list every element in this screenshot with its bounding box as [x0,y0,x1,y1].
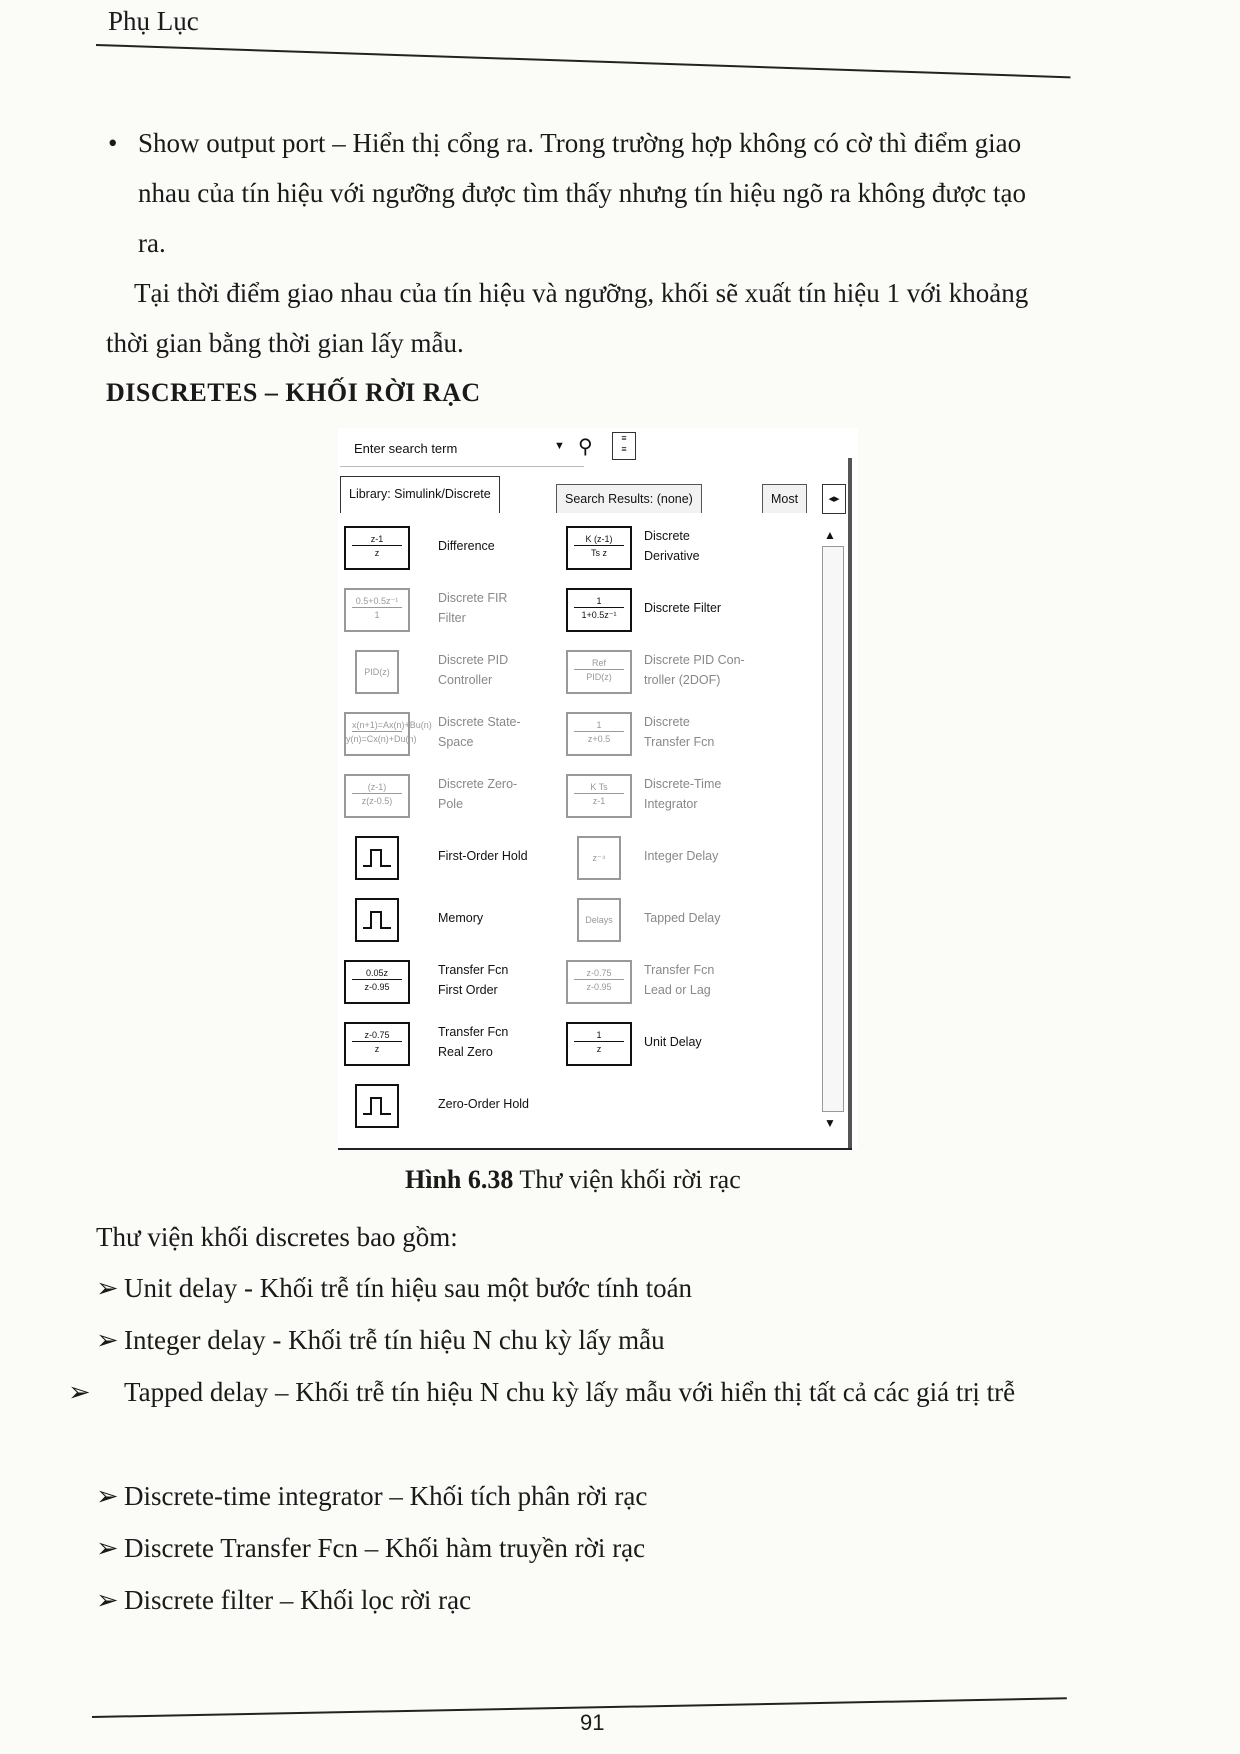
scroll-down-icon[interactable]: ▼ [824,1116,836,1130]
block-label [644,650,745,690]
icon-denominator: 1 [374,610,380,620]
arrow-bullet-icon: ➢ [96,1481,119,1511]
bullet-dot: • [108,128,118,158]
block-label [438,908,483,928]
search-input[interactable]: Enter search term [340,432,584,467]
block-icon[interactable] [577,898,621,942]
block-icon[interactable] [566,1022,632,1066]
block-label-line1: Unit Delay [644,1035,702,1049]
list-item [96,1574,1056,1626]
block-label-line1: Discrete Zero- [438,777,518,791]
block-label [438,960,508,1000]
zero-order-hold-icon[interactable] [355,1084,399,1128]
block-icon[interactable] [566,960,632,1004]
block-icon[interactable] [344,588,410,632]
block-label-line2: Lead or Lag [644,983,711,997]
icon-numerator: 0.5+0.5z⁻¹ [352,595,402,608]
block-icon[interactable] [344,960,410,1004]
tab-bar [338,478,858,514]
block-label-line1: Transfer Fcn [438,1025,509,1039]
block-label-line2: First Order [438,983,498,997]
block-label-line1: Transfer Fcn [644,963,715,977]
block-label [644,908,720,928]
list-intro: Thư viện khối discretes bao gồm: [96,1222,458,1252]
figure-caption [405,1165,741,1195]
block-label [644,960,714,1000]
block-label [644,774,721,814]
icon-numerator: x(n+1)=Ax(n)+Bu(n) [352,720,432,730]
block-label-line1: Memory [438,911,484,925]
icon-numerator: z-0.75 [574,967,624,980]
tab-library[interactable]: Library: Simulink/Discrete [340,476,500,513]
first-order-hold-icon[interactable] [355,836,399,880]
body-paragraph: Tại thời điểm giao nhau của tín hiệu và ngưỡng, khối sẽ xuất tín hiệu 1 với khoảng thời gian bằng thời gian lấy mẫu. [106,278,1029,358]
block-label-line1: Tapped Delay [644,911,721,925]
memory-icon[interactable] [355,898,399,942]
binoculars-icon[interactable]: ⚲ [578,436,593,458]
icon-numerator: (z-1) [352,781,402,794]
section-title: DISCRETES – KHỐI RỜI RẠC [106,378,481,407]
block-label [644,598,721,618]
block-label [644,846,718,866]
block-label-line2: Real Zero [438,1045,493,1059]
block-label [438,588,507,628]
block-icon[interactable] [355,650,399,694]
list-item [96,1470,1056,1522]
caption-text: Thư viện khối rời rạc [519,1165,741,1194]
arrow-bullet-icon: ➢ [68,1377,91,1407]
icon-denominator: z [374,548,380,558]
icon-denominator: y(n)=Cx(n)+Du(n) [346,734,417,744]
list-item-text: Discrete Transfer Fcn – Khối hàm truyền rời rạc [124,1533,646,1563]
header-rule [96,44,1071,78]
icon-denominator: PID(z) [586,672,612,682]
arrow-bullet-icon: ➢ [96,1533,119,1563]
block-label-line1: Discrete State- [438,715,521,729]
block-icon[interactable] [566,526,632,570]
icon-numerator: z-0.75 [352,1029,402,1042]
arrow-bullet-icon: ➢ [96,1585,119,1615]
block-label [644,526,700,566]
list-item-text: Discrete-time integrator – Khối tích phân rời rạc [124,1481,648,1511]
arrow-bullet-icon: ➢ [96,1325,119,1355]
bullet-text: Show output port – Hiển thị cổng ra. Trong trường hợp không có cờ thì điểm giao nhau của tín hiệu với ngưỡng được tìm thấy nhưng tín hiệu ngõ ra không được tạo ra. [138,128,1026,258]
icon-numerator: 1 [574,719,624,732]
block-icon[interactable] [344,774,410,818]
list-item-text: Integer delay - Khối trễ tín hiệu N chu kỳ lấy mẫu [124,1325,665,1355]
block-label [644,1032,702,1052]
arrow-bullet-icon: ➢ [96,1273,119,1303]
block-label-line1: Discrete PID [438,653,509,667]
block-icon[interactable] [344,526,410,570]
block-label-line2: troller (2DOF) [644,673,721,687]
block-label-line1: Discrete [644,715,690,729]
icon-denominator: z-1 [592,796,606,806]
block-label-line1: Discrete-Time [644,777,722,791]
block-icon[interactable] [566,774,632,818]
list-item [96,1314,1056,1366]
list-item-text: Tapped delay – Khối trễ tín hiệu N chu kỳ lấy mẫu với hiển thị tất cả các giá trị trễ [124,1377,1016,1407]
library-icon[interactable]: ≡ ≡ [612,432,636,460]
icon-numerator: Ref [574,657,624,670]
block-label-line1: Transfer Fcn [438,963,509,977]
icon-denominator: z+0.5 [587,734,611,744]
icon-denominator: z-0.95 [364,982,390,992]
icon-denominator: z-0.95 [586,982,612,992]
tab-search-results[interactable]: Search Results: (none) [556,484,702,513]
library-browser-figure [338,428,858,1150]
icon-denominator: z [596,1044,602,1054]
page-number: 91 [580,1710,605,1735]
block-icon[interactable] [566,588,632,632]
block-label-line1: Discrete FIR [438,591,508,605]
caption-label: Hình 6.38 [405,1165,514,1194]
block-label-line2: Pole [438,797,464,811]
block-icon[interactable] [344,712,432,756]
block-label-line1: Difference [438,539,495,553]
list-item-text: Unit delay - Khối trễ tín hiệu sau một bước tính toán [124,1273,693,1303]
list-item [68,1366,1064,1418]
icon-numerator: z-1 [352,533,402,546]
block-icon[interactable] [566,650,632,694]
block-label [438,712,521,752]
tab-scroll-arrows-icon[interactable]: ◂▸ [822,484,846,514]
block-icon[interactable] [577,836,621,880]
icon-denominator: z(z-0.5) [361,796,393,806]
icon-text: z⁻⁴ [592,853,606,863]
block-label-line1: First-Order Hold [438,849,528,863]
block-label-line1: Integer Delay [644,849,719,863]
scroll-up-icon[interactable]: ▲ [824,528,836,542]
block-label [438,650,508,690]
block-label-line2: Space [438,735,474,749]
panel-bottom-border [338,1148,852,1150]
header-title: Phụ Lục [108,6,199,36]
panel-frame [848,458,852,1148]
block-label [438,774,517,814]
block-label-line1: Discrete Filter [644,601,722,615]
list-item-text: Discrete filter – Khối lọc rời rạc [124,1585,472,1615]
scrollbar[interactable] [822,546,844,1112]
tab-most[interactable]: Most [762,484,807,513]
block-icon[interactable] [566,712,632,756]
icon-numerator: 0.05z [352,967,402,980]
block-label-line2: Integrator [644,797,698,811]
list-item [96,1522,1056,1574]
block-label [438,536,495,556]
block-label-line2: Transfer Fcn [644,735,715,749]
list-item [96,1262,1056,1314]
block-label-line1: Zero-Order Hold [438,1097,529,1111]
icon-numerator: 1 [574,1029,624,1042]
block-icon[interactable] [344,1022,410,1066]
block-label [644,712,714,752]
icon-numerator: K Ts [574,781,624,794]
icon-text: PID(z) [364,667,390,677]
block-label-line2: Controller [438,673,493,687]
block-label-line2: Filter [438,611,466,625]
block-label [438,1022,508,1062]
block-label-line1: Discrete PID Con- [644,653,745,667]
block-label [438,846,528,866]
icon-numerator: 1 [574,595,624,608]
icon-denominator: z [374,1044,380,1054]
icon-text: Delays [585,915,613,925]
block-label-line1: Discrete [644,529,690,543]
icon-denominator: 1+0.5z⁻¹ [581,610,617,620]
icon-denominator: Ts z [590,548,607,558]
icon-numerator: K (z-1) [574,533,624,546]
search-dropdown-icon[interactable]: ▼ [554,440,565,452]
block-label-line2: Derivative [644,549,700,563]
block-label [438,1094,529,1114]
